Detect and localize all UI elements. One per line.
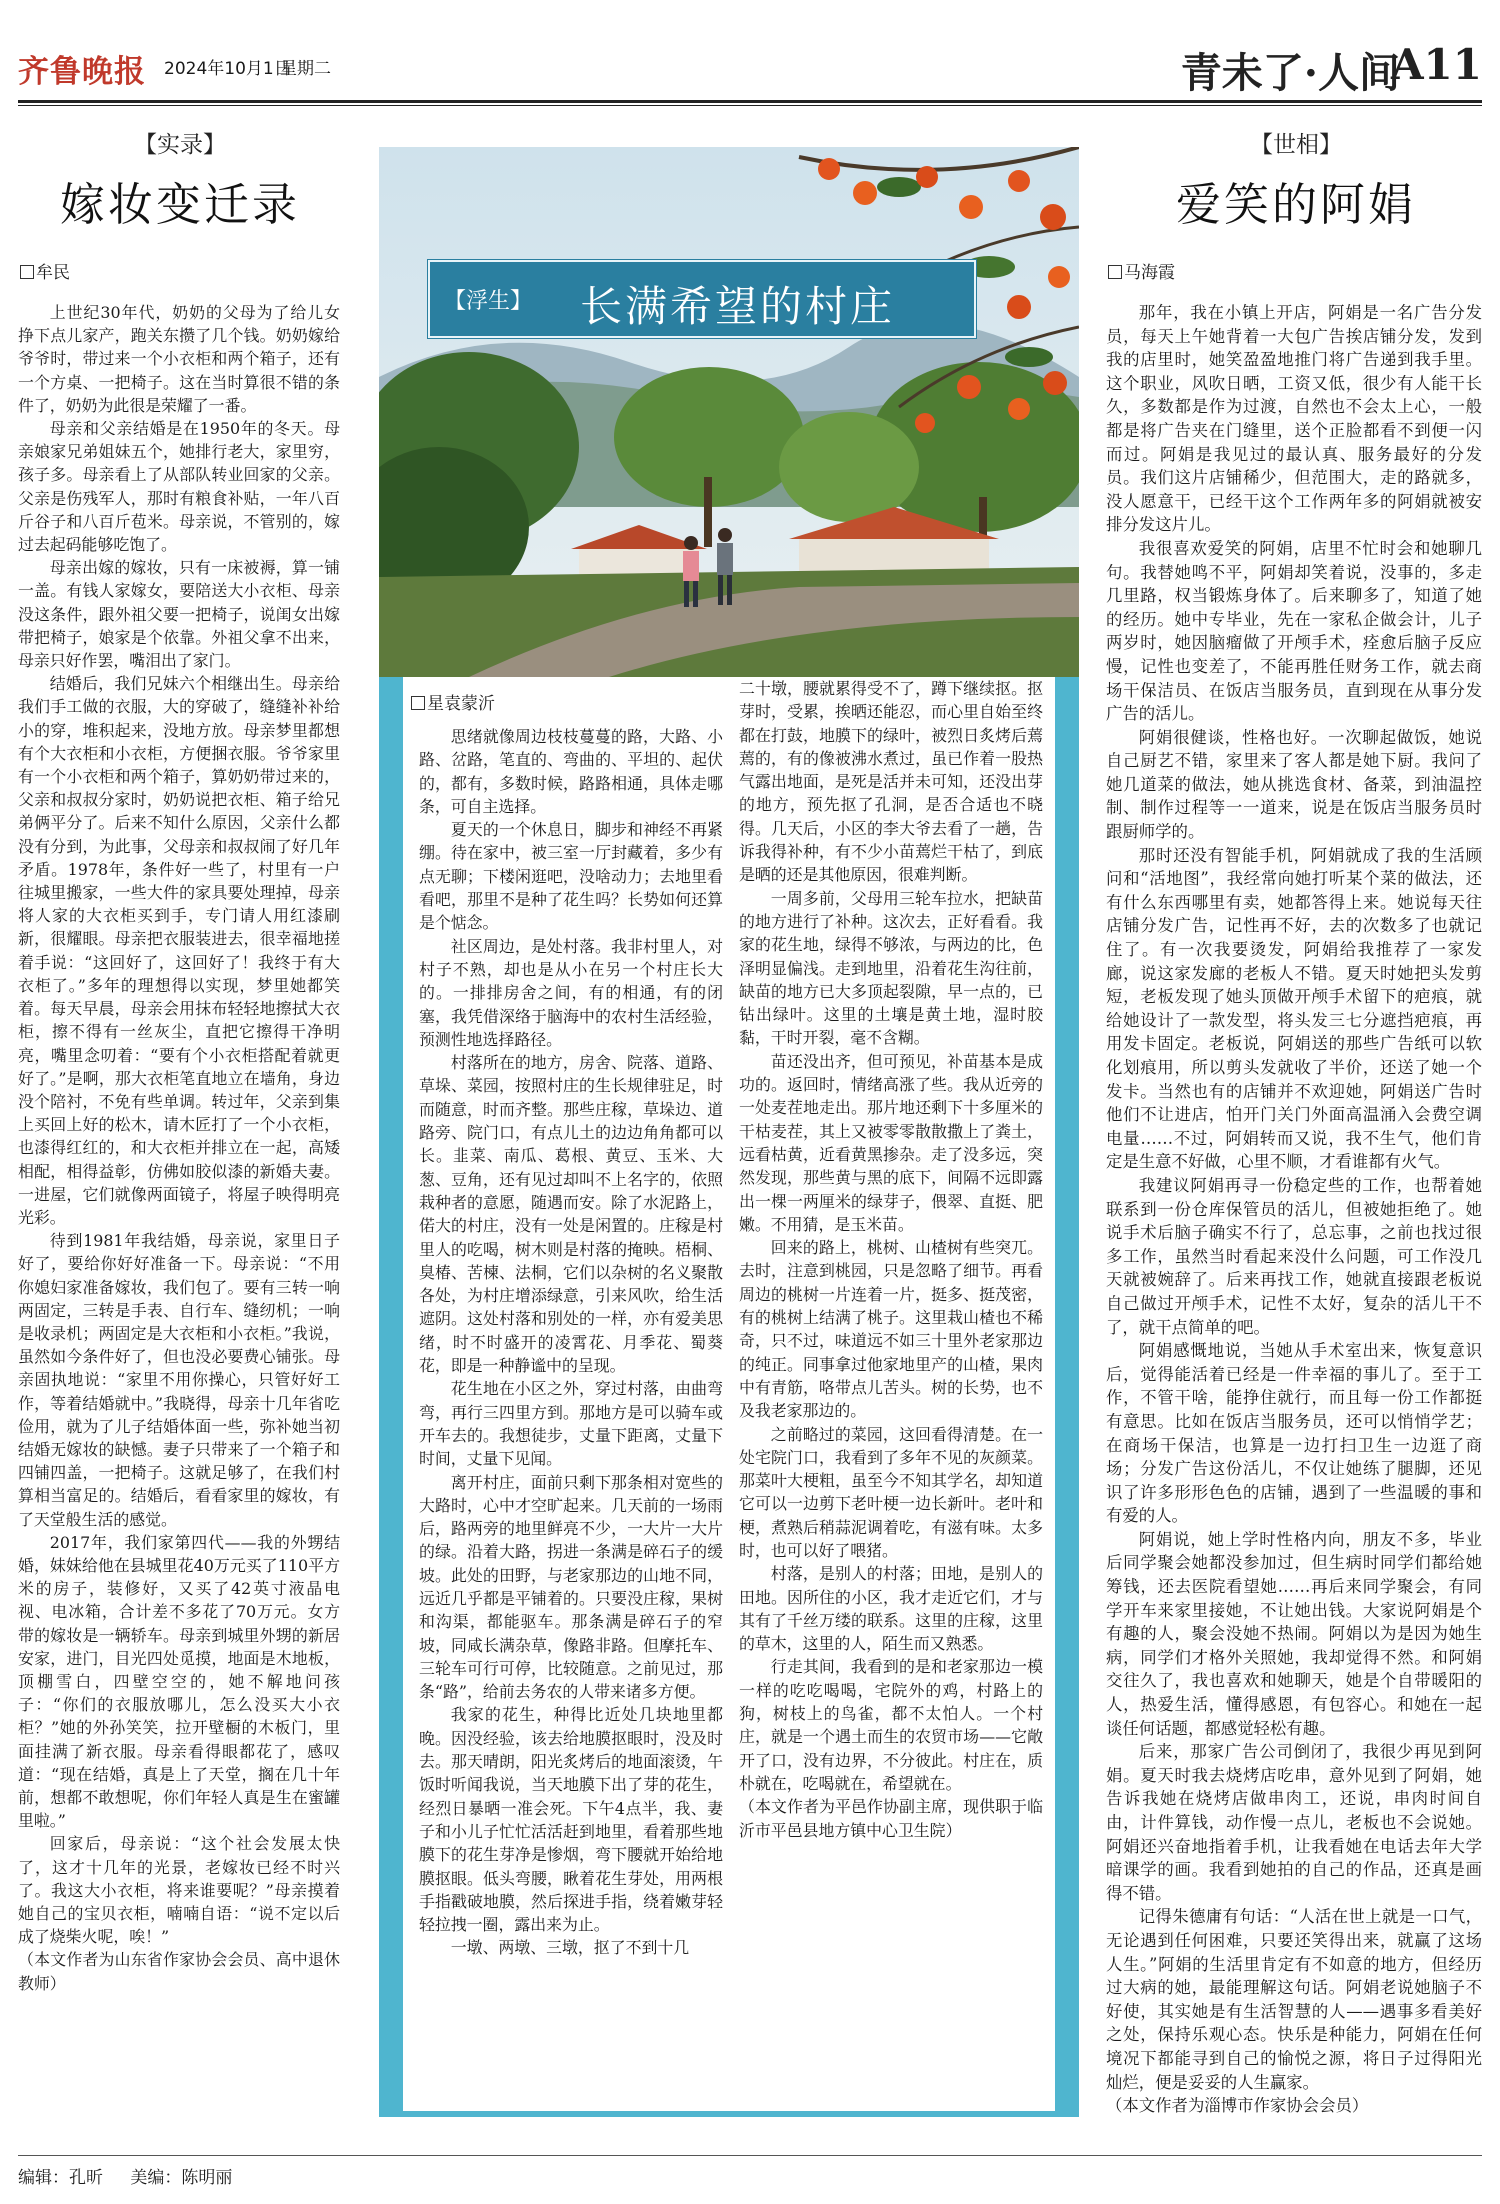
paragraph: 社区周边，是处村落。我非村里人，对村子不熟，却也是从小在另一个村庄长大的。一排排房舍之间，有的相通，有的闭塞，我凭借深络于脑海中的农村生活经验，预测性地选择路径。 (419, 936, 723, 1049)
newspaper-logo: 齐鲁晚报 (18, 54, 146, 90)
editor-credit: 编辑：孔昕 (18, 2168, 103, 2188)
page-header (18, 40, 1482, 96)
left-article-title: 嫁妆变迁录 (59, 178, 300, 231)
right-article-title: 爱笑的阿娟 (1175, 178, 1416, 231)
designer-credit: 美编：陈明丽 (130, 2168, 233, 2188)
paragraph: 我家的花生，种得比近处几块地里都晚。因没经验，该去给地膜抠眼时，没及时去。那天晴朗，阳光炙烤后的地面滚烫，午饭时听闻我说，当天地膜下出了芽的花生，经烈日暴晒一准会死。下午4点半，我、妻子和小儿子忙忙活活赶到地里，看着那些地膜下的花生芽净是惨烟，弯下腰就开始给地膜抠眼。低头弯腰，瞅着花生芽处，用两根手指戳破地膜，然后探进手指，绕着嫩芽轻轻拉拽一圈，露出来为止。 (419, 1705, 723, 1935)
right-article-byline (1108, 258, 1175, 283)
paragraph: 村落所在的地方，房舍、院落、道路、草垛、菜园，按照村庄的生长规律驻足，时而随意，时而齐整。那些庄稼，草垛边、道路旁、院门口，有点儿土的边边角角都可以长。韭菜、南瓜、葛根、黄豆、玉米、大葱、豆角，还有见过却叫不上名字的，依照栽种者的意愿，随遇而安。除了水泥路上，偌大的村庄，没有一处是闲置的。庄稼是村里人的吃喝，树木则是村落的掩映。梧桐、臭椿、苦楝、法桐，它们以杂树的名义聚散各处，为村庄增添绿意，引来风吹，给生活遮阴。这处村落和别处的一样，亦有爱美思绪，时不时盛开的凌霄花、月季花、蜀葵花，即是一种静谧中的呈现。 (419, 1053, 723, 1376)
left-article-tag: 【实录】 (134, 132, 226, 158)
left-article-author: 牟民 (36, 263, 70, 283)
page-footer (18, 2163, 254, 2188)
author-bio: （本文作者为淄博市作家协会会员） (1106, 2096, 1369, 2116)
paragraph: 二十墩，腰就累得受不了，蹲下继续抠。抠芽时，受累，挨晒还能忍，而心里自始至终都在打鼓，地膜下的绿叶，被烈日炙烤后蔫蔫的，有的像被沸水煮过，虽已作着一股热气露出地面，是死是活并未可知，还没出芽的地方，预先抠了孔洞，是否合适也不晓得。几天后，小区的李大爷去看了一趟，告诉我得补种，有不少小苗蔫烂干枯了，到底是晒的还是其他原因，很难判断。 (739, 679, 1043, 885)
footer-rule (18, 2155, 1482, 2156)
right-article-body (1106, 301, 1482, 2118)
paragraph: 之前略过的菜园，这回看得清楚。在一处宅院门口，我看到了多年不见的灰颜菜。那菜叶大梗粗，虽至今不知其学名，却知道它可以一边剪下老叶梗一边长新叶。老叶和梗，煮熟后稍蒜泥调着吃，有滋有味。太多时，也可以好了喂猪。 (739, 1424, 1043, 1560)
paragraph: 一周多前，父母用三轮车拉水，把缺苗的地方进行了补种。这次去，正好看看。我家的花生地，绿得不够浓，与两边的比，色泽明显偏浅。走到地里，沿着花生沟往前，缺苗的地方已大多顶起裂隙，早一点的，已钻出绿叶。这里的土壤是黄土地，湿时胶黏，干时开裂，毫不含糊。 (739, 888, 1043, 1048)
issue-weekday: 星期二 (280, 59, 331, 79)
byline-box-icon (1108, 265, 1122, 279)
byline-box-icon (411, 696, 425, 710)
header-rule-thin (18, 105, 1482, 106)
middle-article-col2 (739, 677, 1043, 1842)
feature-tag: 【浮生】 (444, 289, 533, 314)
right-article-tag: 【世相】 (1250, 132, 1342, 158)
feature-title: 长满希望的村庄 (580, 282, 896, 331)
right-article-author: 马海霞 (1124, 263, 1175, 283)
paragraph: 一墩、两墩、三墩，抠了不到十几 (450, 1938, 690, 1958)
paragraph: 回家后，母亲说：“这个社会发展太快了，这才十几年的光景，老嫁妆已经不时兴了。我这大小衣柜，将来谁要呢？”母亲摸着她自己的宝贝衣柜，喃喃自语：“说不定以后成了烧柴火呢，唉！” (18, 1834, 340, 1947)
paragraph: 阿娟很健谈，性格也好。一次聊起做饭，她说自己厨艺不错，家里来了客人都是她下厨。我问了她几道菜的做法，她从挑选食材、备菜，到油温控制、制作过程等一一道来，说是在饭店当服务员时跟厨师学的。 (1106, 727, 1482, 842)
paragraph: 夏天的一个休息日，脚步和神经不再紧绷。待在家中，被三室一厅封藏着，多少有点无聊；下楼闲逛吧，没啥动力；去地里看看吧，那里不是种了花生吗？长势如何还算是个惦念。 (419, 820, 723, 933)
page-number: A11 (1390, 40, 1482, 89)
paragraph: 思绪就像周边枝枝蔓蔓的路，大路、小路、岔路，笔直的、弯曲的、平坦的、起伏的，都有，多数时候，路路相通，具体走哪条，可自主选择。 (419, 727, 723, 816)
byline-box-icon (20, 265, 34, 279)
feature-banner (428, 260, 976, 338)
paragraph: 我很喜欢爱笑的阿娟，店里不忙时会和她聊几句。我替她鸣不平，阿娟却笑着说，没事的，多走几里路，权当锻炼身体了。后来聊多了，知道了她的经历。她中专毕业，先在一家私企做会计，儿子两岁时，她因脑瘤做了开颅手术，痊愈后脑子反应慢，记性也变差了，不能再胜任财务工作，就去商场干保洁员、在饭店当服务员，直到现在从事分发广告的活儿。 (1106, 538, 1482, 724)
middle-article-col1 (419, 725, 723, 1960)
paragraph: 待到1981年我结婚，母亲说，家里日子好了，要给你好好准备一下。母亲说：“不用你媳妇家准备嫁妆，我们包了。要有三转一响两固定，三转是手表、自行车、缝纫机；一响是收录机；两固定是大衣柜和小衣柜。”我说，虽然如今条件好了，但也没必要费心铺张。母亲固执地说：“家里不用你操心，只管好好工作，等着结婚就中。”我晓得，母亲十几年省吃俭用，就为了儿子结婚体面一些，弥补她当初结婚无嫁妆的缺憾。妻子只带来了一个箱子和四铺四盖，一把椅子。这就足够了，在我们村算相当富足的。结婚后，看看家里的嫁妆，有了天堂般生活的感觉。 (18, 1231, 340, 1529)
paragraph: 行走其间，我看到的是和老家那边一模一样的吃吃喝喝，宅院外的鸡，村路上的狗，树枝上的鸟雀，都不太怕人。一个村庄，就是一个遇土而生的农贸市场——它敞开了口，没有边界，不分彼此。村庄在，质朴就在，吃喝就在，希望就在。 (739, 1657, 1043, 1793)
paragraph: 那时还没有智能手机，阿娟就成了我的生活顾问和“活地图”，我经常向她打听某个菜的做法，还有什么东西哪里有卖，她都答得上来。她说每天往店铺分发广告，记性再不好，去的次数多了也就记住了。有一次我要烫发，阿娟给我推荐了一家发廊，说这家发廊的老板人不错。夏天时她把头发剪短，老板发现了她头顶做开颅手术留下的疤痕，就给她设计了一款发型，将头发三七分遮挡疤痕，再用发卡固定。老板说，阿娟送的那些广告纸可以软化划痕用，所以剪头发就收了半价，还送了她一个发卡。当然也有的店铺并不欢迎她，阿娟送广告时他们不让进店，怕开门关门外面高温涌入会费空调电量……不过，阿娟转而又说，我不生气，他们肯定是生意不好做，心里不顺，才看谁都有火气。 (1106, 845, 1482, 1172)
paragraph: 上世纪30年代，奶奶的父母为了给儿女挣下点儿家产，跑关东攒了几个钱。奶奶嫁给爷爷时，带过来一个小衣柜和两个箱子，还有一个方桌、一把椅子。这在当时算很不错的条件了，奶奶为此很是荣耀了一番。 (18, 303, 340, 415)
paragraph: 花生地在小区之外，穿过村落，由曲弯弯，再行三四里方到。那地方是可以骑车或开车去的。我想徒步，丈量下距离，丈量下时间，丈量下见闻。 (419, 1379, 723, 1469)
village-photo (379, 147, 1079, 677)
paragraph: 2017年，我们家第四代——我的外甥结婚，妹妹给他在县城里花40万元买了110平方米的房子，装修好，又买了42英寸液晶电视、电冰箱，合计差不多花了70万元。女方带的嫁妆是一辆轿车。母亲到城里外甥的新居安家，进门，目光四处觅摸，地面是木地板，顶棚雪白，四壁空空的，她不解地问孩子：“你们的衣服放哪儿，怎么没买大小衣柜？”她的外孙笑笑，拉开壁橱的木板门，里面挂满了新衣服。母亲看得眼都花了，感叹道：“现在结婚，真是上了天堂，搁在几十年前，想都不敢想呢，你们年轻人真是生在蜜罐里啦。” (18, 1532, 340, 1831)
header-rule (18, 100, 1482, 103)
paragraph: 我建议阿娟再寻一份稳定些的工作，也帮着她联系到一份仓库保管员的活儿，但被她拒绝了。她说手术后脑子确实不行了，总忘事，之前也找过很多工作，虽然当时看起来没什么问题，可工作没几天就被婉辞了。后来再找工作，她就直接跟老板说自己做过开颅手术，记性不太好，复杂的活儿干不了，就干点简单的吧。 (1106, 1175, 1482, 1337)
left-article-body (18, 301, 340, 1995)
paragraph: 村落，是别人的村落；田地，是别人的田地。因所住的小区，我才走近它们，才与其有了千丝万缕的联系。这里的庄稼，这里的草木，这里的人，陌生而又熟悉。 (739, 1564, 1043, 1654)
section-title: 青未了·人间 (1180, 49, 1400, 97)
feature-text-box (403, 677, 1055, 2111)
paragraph: 记得朱德庸有句话：“人活在世上就是一口气，无论遇到任何困难，只要还笑得出来，就赢了这场人生。”阿娟的生活里肯定有不如意的地方，但经历过大病的她，最能理解这句话。阿娟老说她脑子不好使，其实她是有生活智慧的人——遇事多看美好之处，保持乐观心态。快乐是种能力，阿娟在任何境况下都能寻到自己的愉悦之源，将日子过得阳光灿烂，便是妥妥的人生赢家。 (1106, 1907, 1482, 2092)
paragraph: 回来的路上，桃树、山楂树有些突兀。去时，注意到桃园，只是忽略了细节。再看周边的桃树一片连着一片，挺多、挺茂密，有的桃树上结满了桃子。这里栽山楂也不稀奇，只不过，味道远不如三十里外老家那边的纯正。同事拿过他家地里产的山楂，果肉中有青筋，咯带点儿苦头。树的长势，也不及我老家那边的。 (739, 1238, 1043, 1421)
paragraph: 后来，那家广告公司倒闭了，我很少再见到阿娟。夏天时我去烧烤店吃串，意外见到了阿娟，她告诉我她在烧烤店做串肉工，还说，串肉时间自由，计件算钱，动作慢一点儿，老板也不会说她。阿娟还兴奋地指着手机，让我看她在电话去年大学暗课学的画。我看到她拍的自己的作品，还真是画得不错。 (1106, 1742, 1482, 1903)
feature-frame (379, 147, 1079, 2117)
paragraph: 母亲和父亲结婚是在1950年的冬天。母亲娘家兄弟姐妹五个，她排行老大，家里穷，孩子多。母亲看上了从部队转业回家的父亲。父亲是伤残军人，那时有粮食补贴，一年八百斤谷子和八百斤苞米。母亲说，不管别的，嫁过去起码能够吃饱了。 (18, 419, 340, 555)
author-bio: （本文作者为山东省作家协会会员、高中退休教师） (18, 1950, 340, 1993)
left-article-byline (20, 258, 70, 283)
author-bio: （本文作者为平邑作协副主席，现供职于临沂市平邑县地方镇中心卫生院） (739, 1797, 1043, 1840)
paragraph: 阿娟感慨地说，当她从手术室出来，恢复意识后，觉得能活着已经是一件幸福的事儿了。至于工作，不管干啥，能挣住就行，而且每一份工作都挺有意思。比如在饭店当服务员，还可以悄悄学艺；在商场干保洁，也算是一边打扫卫生一边逛了商场；分发广告这份活儿，不仅让她练了腿脚，还见识了许多形形色色的店铺，遇到了一些温暖的事和有爱的人。 (1106, 1341, 1482, 1526)
paragraph: 结婚后，我们兄妹六个相继出生。母亲给我们手工做的衣服，大的穿破了，缝缝补补给小的穿，堆积起来，没地方放。母亲梦里都想有个大衣柜和小衣柜，方便捆衣服。爷爷家里有一个小衣柜和两个箱子，算奶奶带过来的，父亲和叔叔分家时，奶奶说把衣柜、箱子给兄弟俩平分了。后来不知什么原因，父亲什么都没有分到，为此事，父母亲和叔叔闹了好几年矛盾。1978年，条件好一些了，村里有一户往城里搬家，一些大件的家具要处理掉，母亲将人家的大衣柜买到手，专门请人用红漆刷新，很耀眼。母亲把衣服装进去，很幸福地搓着手说：“这回好了，这回好了！我终于有大衣柜了。”多年的理想得以实现，梦里她都笑着。每天早晨，母亲会用抹布轻轻地擦拭大衣柜，擦不得有一丝灰尘，直把它擦得干净明亮，嘴里念叨着：“要有个小衣柜搭配着就更好了。”是啊，那大衣柜笔直地立在墙角，身边没个陪衬，不免有些单调。转过年，父亲到集上买回上好的松木，请木匠打了一个小衣柜，也漆得红红的，和大衣柜并排立在一起，高矮相配，相得益彰，仿佛如胶似漆的新婚夫妻。一进屋，它们就像两面镜子，将屋子映得明亮光彩。 (18, 674, 340, 1227)
paragraph: 母亲出嫁的嫁妆，只有一床被褥，算一铺一盖。有钱人家嫁女，要陪送大小衣柜、母亲没这条件，跟外祖父要一把椅子，说闺女出嫁带把椅子，娘家是个依靠。外祖父拿不出来，母亲只好作罢，嘴泪出了家门。 (18, 558, 340, 671)
paragraph: 那年，我在小镇上开店，阿娟是一名广告分发员，每天上午她背着一大包广告挨店铺分发，发到我的店里时，她笑盈盈地推门将广告递到我手里。这个职业，风吹日晒，工资又低，很少有人能干长久，多数都是作为过渡，自然也不会太上心，一般都是将广告夹在门缝里，送个正脸都看不到便一闪而过。阿娟是我见过的最认真、服务最好的分发员。我们这片店铺稀少，但范围大，走的路就多，没人愿意干，已经干这个工作两年多的阿娟就被安排分发这片儿。 (1106, 303, 1482, 535)
paragraph: 阿娟说，她上学时性格内向，朋友不多，毕业后同学聚会她都没参加过，但生病时同学们都给她筹钱，还去医院看望她……再后来同学聚会，有同学开车来家里接她，不让她出钱。大家说阿娟是个有趣的人，聚会没她不热闹。阿娟以为是因为她生病，同学们才格外关照她，我却觉得不然。和阿娟交往久了，我也喜欢和她聊天，她是个自带暖阳的人，热爱生活，懂得感恩，有包容心。和她在一起谈任何话题，都感觉轻松有趣。 (1106, 1529, 1482, 1738)
paragraph: 离开村庄，面前只剩下那条相对宽些的大路时，心中才空旷起来。几天前的一场雨后，路两旁的地里鲜亮不少，一大片一大片的绿。沿着大路，拐进一条满是碎石子的缓坡。此处的田野，与老家那边的山地不同，远近几乎都是平铺着的。只要没庄稼，果树和沟渠，都能驱车。那条满是碎石子的窄坡，同咸长满杂草，像路非路。但摩托车、三轮车可行可停，比较随意。之前见过，那条“路”，给前去务农的人带来诸多方便。 (419, 1472, 723, 1702)
middle-article-author: 星袁蒙沂 (427, 694, 495, 714)
middle-article-byline (411, 689, 495, 714)
paragraph: 苗还没出齐，但可预见，补苗基本是成功的。返回时，情绪高涨了些。我从近旁的一处麦茬地走出。那片地还剩下十多厘米的干枯麦茬，其上又被零零散散撒上了粪土，远看枯黄，近看黄黑掺杂。走了没多远，突然发现，那些黄与黑的底下，间隔不远即露出一棵一两厘米的绿芽子，偎翠、直挺、肥嫩。不用猜，是玉米苗。 (739, 1051, 1043, 1234)
issue-date: 2024年10月1日 (164, 59, 291, 79)
